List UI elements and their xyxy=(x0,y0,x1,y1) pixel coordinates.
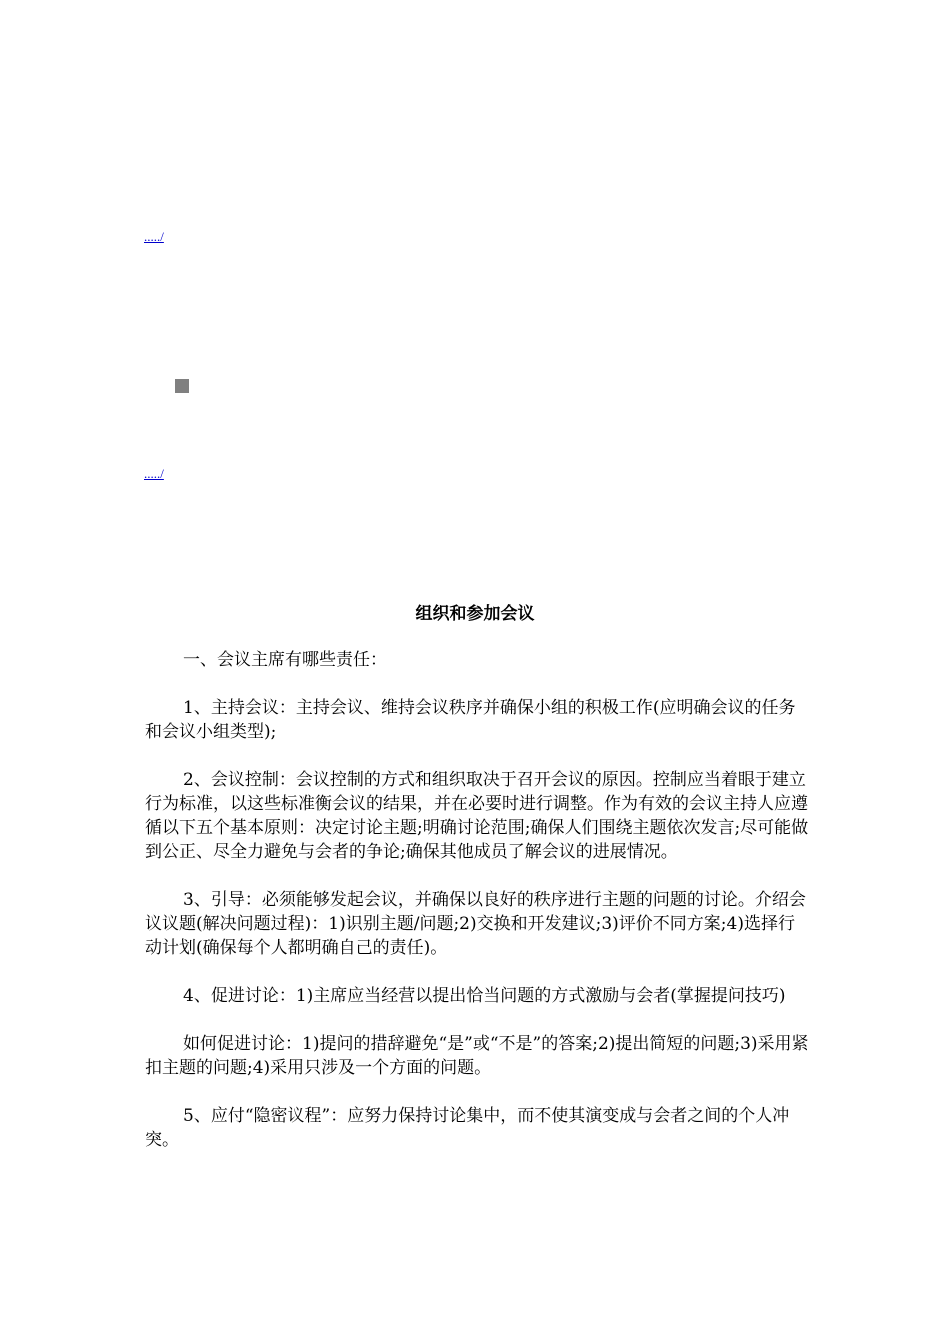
paragraph-1: 一、会议主席有哪些责任： xyxy=(183,650,387,670)
paragraph-4: 3、引导：必须能够发起会议，并确保以良好的秩序进行主题的问题的讨论。介绍会议议题(解决问题过程)：1)识别主题/问题;2)交换和开发建议;3)评价不同方案;4)选择行动计划(确保每个人都明确自己的责任)。 xyxy=(145,890,806,958)
document-title: 组织和参加会议 xyxy=(415,604,535,624)
paragraph-3: 2、会议控制：会议控制的方式和组织取决于召开会议的原因。控制应当着眼于建立行为标准，以这些标准衡会议的结果，并在必要时进行调整。作为有效的会议主持人应遵循以下五个基本原则：决定讨论主题;明确讨论范围;确保人们围绕主题依次发言;尽可能做到公正、尽全力避免与会者的争论;确保其他成员了解会议的进展情况。 xyxy=(145,770,809,862)
image-placeholder-icon xyxy=(175,379,189,393)
paragraph-2: 1、主持会议：主持会议、维持会议秩序并确保小组的积极工作(应明确会议的任务和会议小组类型); xyxy=(145,698,796,742)
link-1[interactable]: ...../ xyxy=(144,229,164,244)
link-2[interactable]: ...../ xyxy=(144,466,164,481)
paragraph-6: 如何促进讨论：1)提问的措辞避免“是”或“不是”的答案;2)提出简短的问题;3)采用紧扣主题的问题;4)采用只涉及一个方面的问题。 xyxy=(145,1034,809,1078)
document-body xyxy=(145,648,810,1176)
paragraph-7: 5、应付“隐密议程”：应努力保持讨论集中，而不使其演变成与会者之间的个人冲突。 xyxy=(145,1106,790,1150)
paragraph-5: 4、促进讨论：1)主席应当经营以提出恰当问题的方式激励与会者(掌握提问技巧) xyxy=(183,986,786,1006)
